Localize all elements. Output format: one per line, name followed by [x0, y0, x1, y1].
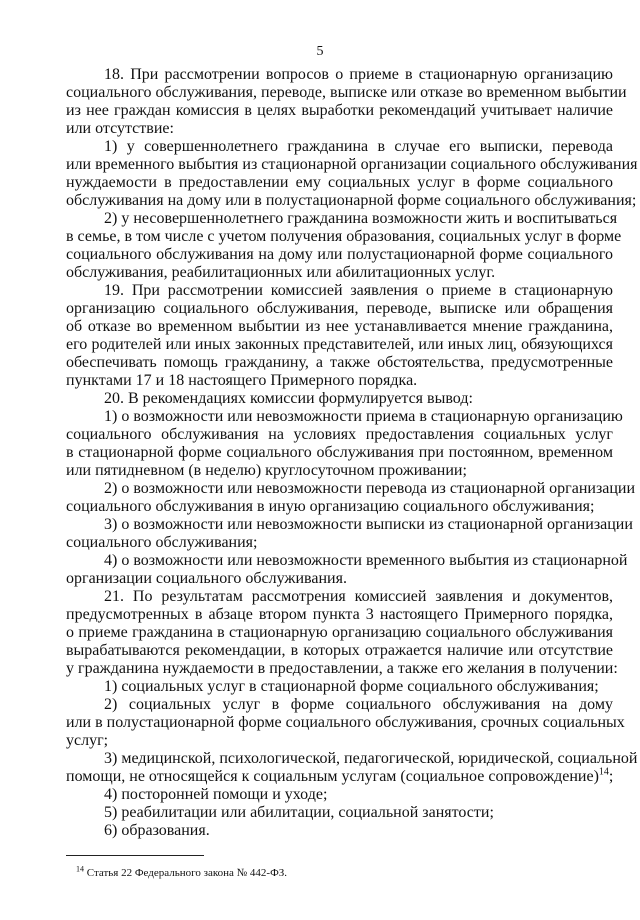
item-3-line: социального обслуживания;: [66, 534, 258, 551]
item-3-line: 3) о возможности или невозможности выписки из стационарной организации: [104, 516, 633, 533]
item-2-line: социального обслуживания на дому или полустационарной форме социального: [66, 246, 613, 263]
item-2-line: 2) социальных услуг в форме социального обслуживания на дому: [104, 696, 613, 713]
item-1-line: в стационарной форме социального обслуживания при постоянном, временном: [66, 444, 613, 461]
paragraph-20-line: 20. В рекомендациях комиссии формулируется вывод:: [104, 390, 473, 407]
paragraph-18-line: из нее граждан комиссия в целях выработки рекомендаций учитывает наличие: [66, 102, 613, 119]
item-5-line: 5) реабилитации или абилитации, социальной занятости;: [104, 804, 494, 821]
item-2-line: социального обслуживания в иную организацию социального обслуживания;: [66, 498, 595, 515]
item-3-line: [66, 768, 613, 786]
paragraph-18-line: социального обслуживания, переводе, выписке или отказе во временном выбытии: [66, 84, 627, 101]
item-1-line: или временного выбытия из стационарной организации социального обслуживания: [66, 156, 638, 173]
paragraph-21-line: вырабатываются рекомендации, в которых отражается наличие или отсутствие: [66, 642, 613, 659]
paragraph-19-line: обеспечивать помощь гражданину, а также обстоятельства, предусмотренные: [66, 354, 613, 371]
item-6-line: 6) образования.: [104, 822, 210, 839]
item-2-line: услуг;: [66, 732, 109, 749]
item-4-line: организации социального обслуживания.: [66, 570, 347, 587]
page-number: 5: [316, 44, 324, 59]
footnote-reference: 14: [598, 766, 609, 778]
paragraph-18-line: или отсутствие:: [66, 120, 174, 137]
paragraph-18-line: 18. При рассмотрении вопросов о приеме в стационарную организацию: [104, 66, 613, 83]
item-3-line-text: помощи, не относящейся к социальным услугам (социальное сопровождение): [66, 768, 599, 785]
footnote-divider: [66, 855, 204, 856]
item-2-line: 2) о возможности или невозможности перевода из стационарной организации: [104, 480, 636, 497]
item-1-line: или пятидневном (в неделю) круглосуточном проживании;: [66, 462, 467, 479]
item-1-line: 1) социальных услуг в стационарной форме социального обслуживания;: [104, 678, 599, 695]
paragraph-19-line: его родителей или иных законных представителей, или иных лиц, обязующихся: [66, 336, 613, 353]
paragraph-19-line: организацию социального обслуживания, переводе, выписке или обращения: [66, 300, 613, 317]
item-1-line: обслуживания на дому или в полустационарной форме социального обслуживания;: [66, 192, 637, 209]
item-4-line: 4) о возможности или невозможности временного выбытия из стационарной: [104, 552, 628, 569]
footnote-marker: 14: [76, 864, 84, 874]
paragraph-19-line: об отказе во временном выбытии из нее устанавливается мнение гражданина,: [66, 318, 613, 335]
paragraph-21-line: предусмотренных в абзаце втором пункта 3 настоящего Примерного порядка,: [66, 606, 613, 623]
paragraph-21-line: 21. По результатам рассмотрения комиссией заявления и документов,: [104, 588, 613, 605]
item-4-line: 4) посторонней помощи и уходе;: [104, 786, 328, 803]
item-2-line: или в полустационарной форме социального обслуживания, срочных социальных: [66, 714, 625, 731]
footnote: [76, 866, 287, 880]
item-1-line: нуждаемости в предоставлении ему социальных услуг в форме социального: [66, 174, 613, 191]
item-1-line: социального обслуживания на условиях предоставления социальных услуг: [66, 426, 613, 443]
paragraph-21-line: у гражданина нуждаемости в предоставлении, а также его желания в получении:: [66, 660, 618, 677]
item-2-line: обслуживания, реабилитационных или абилитационных услуг.: [66, 264, 496, 281]
item-3-line-end: ;: [608, 768, 614, 785]
item-2-line: 2) у несовершеннолетнего гражданина возможности жить и воспитываться: [104, 210, 618, 227]
paragraph-19-line: пунктами 17 и 18 настоящего Примерного порядка.: [66, 372, 418, 389]
item-1-line: 1) у совершеннолетнего гражданина в случае его выписки, перевода: [104, 138, 613, 155]
footnote-text: Статья 22 Федерального закона № 442-ФЗ.: [84, 867, 288, 879]
paragraph-21-line: о приеме гражданина в стационарную организацию социального обслуживания: [66, 624, 613, 641]
item-1-line: 1) о возможности или невозможности приема в стационарную организацию: [104, 408, 623, 425]
item-2-line: в семье, в том числе с учетом получения образования, социальных услуг в форме: [66, 228, 622, 245]
paragraph-19-line: 19. При рассмотрении комиссией заявления о приеме в стационарную: [104, 282, 613, 299]
item-3-line: 3) медицинской, психологической, педагогической, юридической, социальной: [104, 750, 638, 767]
